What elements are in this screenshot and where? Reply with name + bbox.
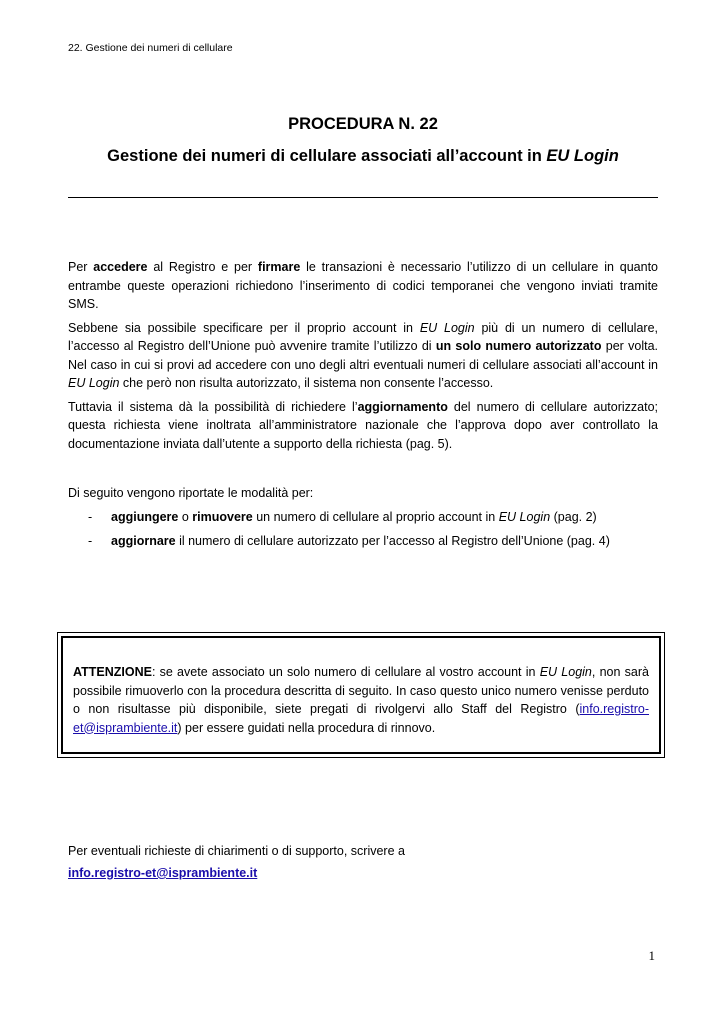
text-run: , non sarà possibile rimuoverlo con la procedura descritta di seguito. In caso questo unico numero venisse perduto o non risultasse più disponibile, siete pregati di rivolgervi allo Staff del Registro (: [73, 665, 649, 716]
list-item: [88, 508, 658, 527]
text-run: Per: [68, 260, 94, 274]
notice-inner-border: [61, 636, 661, 754]
title-eu-login: EU Login: [546, 147, 619, 165]
support-email-link[interactable]: info.registro-et@isprambiente.it: [68, 866, 258, 880]
running-header: 22. Gestione dei numeri di cellulare: [68, 42, 233, 54]
notice-box: [57, 632, 665, 758]
notice-email-link[interactable]: info.registro-et@isprambiente.it: [73, 702, 649, 735]
text-run: (pag. 2): [550, 510, 597, 524]
text-run: Tuttavia il sistema dà la possibilità di richiedere l’: [68, 399, 358, 414]
emphasis-aggiornare: aggiornare: [111, 533, 176, 548]
eu-login-italic: EU Login: [68, 376, 120, 390]
text-run: al Registro e per: [147, 260, 258, 274]
text-run: : se avete associato un solo numero di cellulare al vostro account in: [151, 665, 540, 679]
text-run: o: [178, 510, 193, 524]
intro-paragraph-3: [68, 398, 658, 454]
procedure-number: PROCEDURA N. 22: [288, 115, 438, 133]
title-divider: [68, 197, 658, 198]
text-run: ) per essere guidati nella procedura di rinnovo.: [177, 720, 436, 735]
text-run: un numero di cellulare al proprio account in: [252, 510, 499, 524]
emphasis-aggiungere: aggiungere: [111, 510, 179, 524]
bullet-dash: -: [88, 533, 93, 548]
title-text: Gestione dei numeri di cellulare associati all’account in: [107, 147, 547, 165]
text-run: per volta. Nel caso in cui si provi ad accedere con uno degli altri eventuali numeri di cellulare associati all’account in: [68, 339, 658, 372]
text-run: Sebbene sia possibile specificare per il proprio account in: [68, 320, 420, 335]
emphasis-single-number: un solo numero autorizzato: [435, 339, 602, 353]
text-run: più di un numero di cellulare, l’accesso al Registro dell’Unione può avvenire tramite l’utilizzo di: [68, 320, 658, 353]
bullet-dash: -: [88, 510, 93, 524]
text-run: che però non risulta autorizzato, il sistema non consente l’accesso.: [119, 376, 494, 390]
title-block: [68, 112, 658, 168]
modalities-intro: Di seguito vengono riportate le modalità per:: [68, 486, 314, 500]
emphasis-accedere: accedere: [93, 260, 148, 274]
intro-paragraph-1: [68, 258, 658, 314]
text-run: le transazioni è necessario l’utilizzo di un cellulare in quanto entrambe queste operazioni richiedono l’inserimento di codici temporanei che vengono inviati tramite SMS.: [68, 260, 658, 311]
eu-login-italic: EU Login: [498, 510, 551, 524]
emphasis-firmare: firmare: [257, 260, 301, 274]
text-run: del numero di cellulare autorizzato; questa richiesta viene inoltrata all’amministratore nazionale che l’approva dopo aver controllato la documentazione inviata dall’utente a supporto della richiesta (pag. 5).: [68, 399, 658, 451]
text-run: il numero di cellulare autorizzato per l’accesso al Registro dell’Unione (pag. 4): [175, 533, 610, 548]
emphasis-aggiornamento: aggiornamento: [357, 399, 448, 414]
notice-label: ATTENZIONE: [73, 665, 152, 679]
eu-login-italic: EU Login: [419, 320, 475, 335]
notice-text: [73, 663, 649, 737]
list-item: [88, 532, 658, 551]
intro-section: [68, 258, 658, 458]
intro-paragraph-2: [68, 319, 658, 393]
emphasis-rimuovere: rimuovere: [192, 510, 253, 524]
support-text: Per eventuali richieste di chiarimenti o di supporto, scrivere a: [68, 844, 405, 858]
eu-login-italic: EU Login: [539, 665, 592, 679]
page-number: 1: [648, 948, 655, 963]
modalities-list: [88, 508, 658, 555]
page-title: [68, 144, 658, 168]
